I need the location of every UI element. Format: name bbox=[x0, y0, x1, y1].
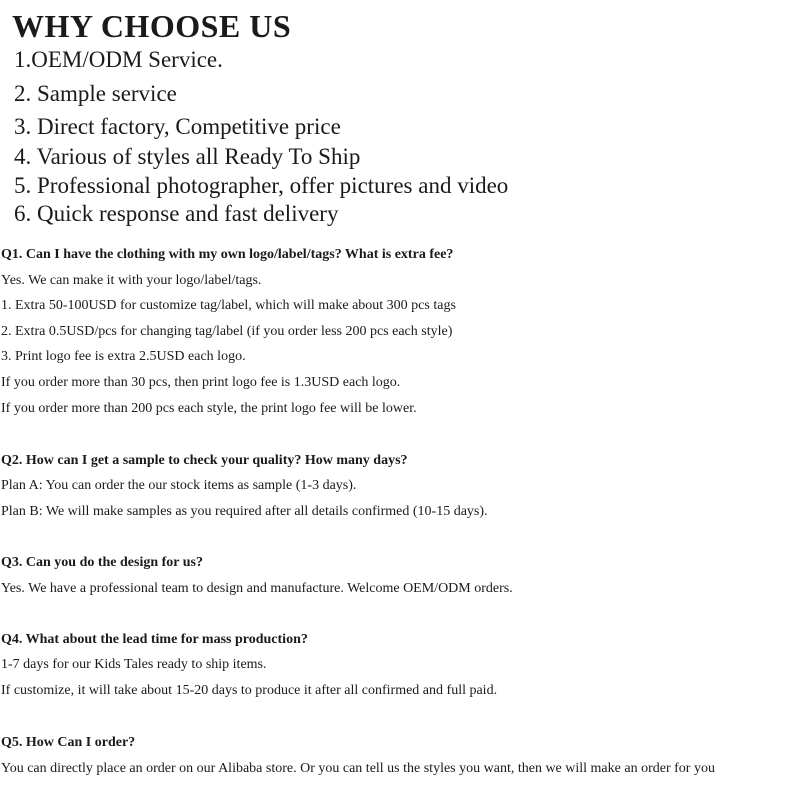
faq-question: Q1. Can I have the clothing with my own logo/label/tags? What is extra fee? bbox=[1, 247, 454, 262]
reason-item: 5. Professional photographer, offer pictures and video bbox=[14, 173, 509, 198]
faq-question: Q5. How Can I order? bbox=[1, 735, 136, 750]
faq-answer: Yes. We can make it with your logo/label/tags. bbox=[1, 273, 262, 288]
faq-answer: Yes. We have a professional team to design and manufacture. Welcome OEM/ODM orders. bbox=[1, 581, 513, 596]
reason-item: 2. Sample service bbox=[14, 81, 177, 106]
reason-item: 3. Direct factory, Competitive price bbox=[14, 114, 341, 139]
faq-answer: 2. Extra 0.5USD/pcs for changing tag/label (if you order less 200 pcs each style) bbox=[1, 324, 453, 339]
faq-answer: If you order more than 30 pcs, then print logo fee is 1.3USD each logo. bbox=[1, 375, 401, 390]
faq-answer: 3. Print logo fee is extra 2.5USD each logo. bbox=[1, 349, 246, 364]
faq-answer: If you order more than 200 pcs each style, the print logo fee will be lower. bbox=[1, 401, 417, 416]
reason-item: 4. Various of styles all Ready To Ship bbox=[14, 144, 361, 169]
reason-item: 6. Quick response and fast delivery bbox=[14, 201, 339, 226]
page-title: WHY CHOOSE US bbox=[12, 8, 292, 44]
faq-answer: Plan B: We will make samples as you required after all details confirmed (10-15 days). bbox=[1, 504, 488, 519]
faq-question: Q3. Can you do the design for us? bbox=[1, 555, 204, 570]
faq-answer: 1-7 days for our Kids Tales ready to ship items. bbox=[1, 657, 267, 672]
faq-answer: 1. Extra 50-100USD for customize tag/label, which will make about 300 pcs tags bbox=[1, 298, 456, 313]
faq-question: Q2. How can I get a sample to check your quality? How many days? bbox=[1, 453, 408, 468]
faq-answer: You can directly place an order on our Alibaba store. Or you can tell us the styles you want, then we will make an order for you bbox=[1, 761, 715, 776]
faq-answer: Plan A: You can order the our stock items as sample (1-3 days). bbox=[1, 478, 357, 493]
reason-item: 1.OEM/ODM Service. bbox=[14, 47, 223, 72]
faq-question: Q4. What about the lead time for mass production? bbox=[1, 632, 308, 647]
faq-answer: If customize, it will take about 15-20 days to produce it after all confirmed and full paid. bbox=[1, 683, 498, 698]
